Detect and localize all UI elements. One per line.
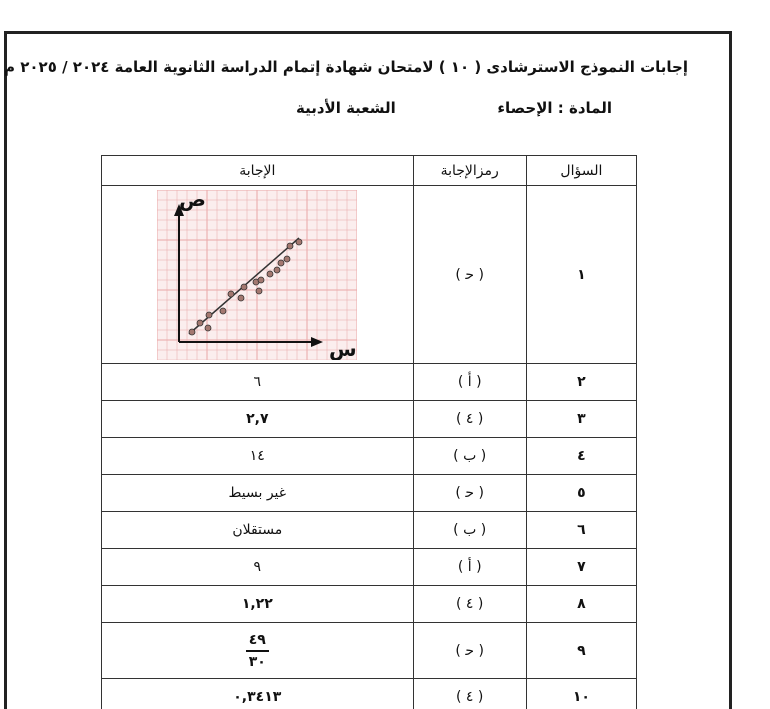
table-row [102, 438, 637, 475]
question-number: ٣ [526, 401, 636, 438]
scatter-point [220, 308, 226, 314]
table-row [102, 512, 637, 549]
x-axis-label: س [329, 336, 357, 360]
scatter-point [258, 277, 264, 283]
scatter-point [228, 291, 234, 297]
answer-code: ( أ ) [413, 549, 526, 586]
answer-value: ١,٢٢ [102, 586, 414, 623]
answer-value: ٩ [102, 549, 414, 586]
scatter-point [197, 320, 203, 326]
table-row [102, 401, 637, 438]
question-number: ١ [526, 186, 636, 364]
answer-value: غير بسيط [102, 475, 414, 512]
header-question: السؤال [526, 156, 636, 186]
header-answer-code: رمزالإجابة [413, 156, 526, 186]
question-number: ٤ [526, 438, 636, 475]
table-row [102, 364, 637, 401]
fraction-numerator: ٤٩ [246, 632, 269, 652]
answer-code: ( ب ) [413, 438, 526, 475]
subject-label: المادة : الإحصاء [497, 99, 612, 117]
header-answer: الإجابة [102, 156, 414, 186]
answer-code: ( ﺣ ) [413, 623, 526, 679]
answer-value: مستقلان [102, 512, 414, 549]
table-row [102, 549, 637, 586]
table-header-row [102, 156, 637, 186]
answer-fraction-cell [102, 623, 414, 679]
answer-code: ( ﺣ ) [413, 475, 526, 512]
scatter-point [256, 288, 262, 294]
scatter-point [205, 325, 211, 331]
scatter-point [274, 267, 280, 273]
scatter-point [267, 271, 273, 277]
answer-value: ٦ [102, 364, 414, 401]
question-number: ٩ [526, 623, 636, 679]
answer-code: ( ٤ ) [413, 401, 526, 438]
scatter-point [241, 284, 247, 290]
table-row [102, 186, 637, 364]
answers-table [101, 155, 637, 709]
scatter-point [284, 256, 290, 262]
answer-graph-cell [102, 186, 414, 364]
question-number: ٥ [526, 475, 636, 512]
table-row [102, 586, 637, 623]
answer-value: ٠,٣٤١٣ [102, 679, 414, 709]
answer-value: ٢,٧ [102, 401, 414, 438]
scatter-point [287, 243, 293, 249]
answer-code: ( ب ) [413, 512, 526, 549]
answer-fraction [246, 632, 269, 670]
scatter-point [206, 312, 212, 318]
scatter-point [238, 295, 244, 301]
document-title: إجابات النموذج الاسترشادى ( ١٠ ) لامتحان شهادة إتمام الدراسة الثانوية العامة ٢٠٢٤ / ٢٠٢٥ م [4, 58, 688, 76]
fraction-denominator: ٣٠ [248, 653, 266, 670]
table-row [102, 679, 637, 709]
scatter-point [189, 329, 195, 335]
question-number: ٧ [526, 549, 636, 586]
scatter-graph [157, 190, 357, 360]
table-row [102, 475, 637, 512]
question-number: ٦ [526, 512, 636, 549]
answer-code: ( ٤ ) [413, 679, 526, 709]
answer-value: ١٤ [102, 438, 414, 475]
scatter-point [278, 260, 284, 266]
answer-code: ( ﺣ ) [413, 186, 526, 364]
branch-label: الشعبة الأدبية [296, 99, 396, 117]
scatter-point [296, 239, 302, 245]
answer-code: ( ٤ ) [413, 586, 526, 623]
answer-code: ( ﺃ ) [413, 364, 526, 401]
table-row [102, 623, 637, 679]
y-axis-label: ص [179, 189, 207, 211]
question-number: ١٠ [526, 679, 636, 709]
question-number: ٨ [526, 586, 636, 623]
question-number: ٢ [526, 364, 636, 401]
